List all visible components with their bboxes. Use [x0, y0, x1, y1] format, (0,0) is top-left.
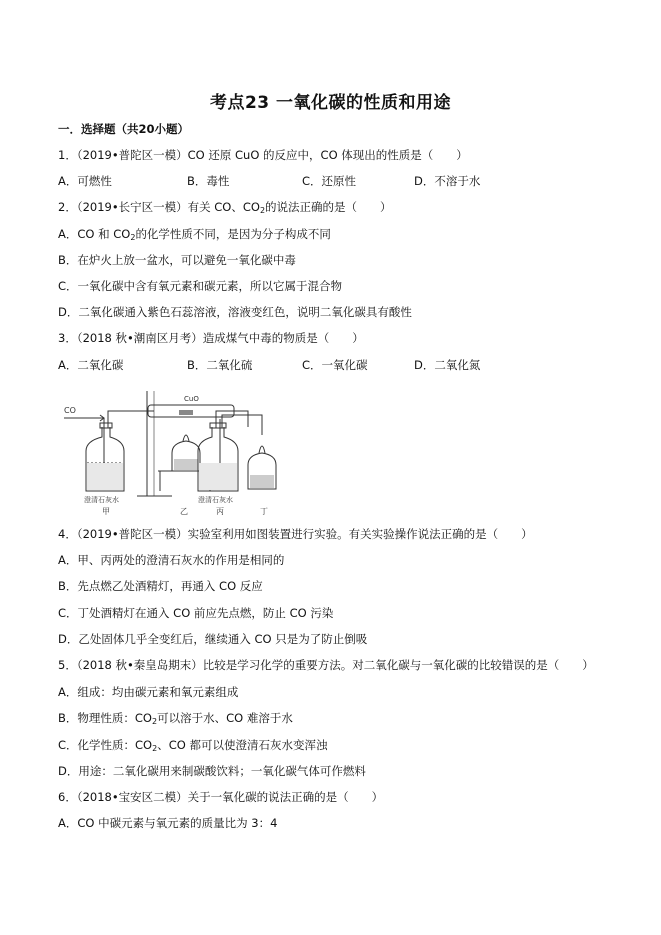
q3-stem: 3．（2018 秋•潮南区月考）造成煤气中毒的物质是（ ）: [58, 331, 364, 345]
q6-option-a: A．CO 中碳元素与氧元素的质量比为 3：4: [58, 816, 278, 830]
q4-option-a: A．甲、丙两处的澄清石灰水的作用是相同的: [58, 553, 285, 567]
cuo-label: CuO: [184, 395, 199, 403]
q4-stem: 4．（2019•普陀区一模）实验室利用如图装置进行实验。有关实验操作说法正确的是（ ）: [58, 527, 533, 541]
co-inlet-label: CO: [64, 406, 76, 415]
q6-stem: 6．（2018•宝安区二模）关于一氧化碳的说法正确的是（ ）: [58, 790, 384, 804]
lime-water-label-2: 澄清石灰水: [198, 496, 233, 504]
q2-option-d: D．二氧化碳通入紫色石蕊溶液，溶液变红色，说明二氧化碳具有酸性: [58, 305, 412, 319]
q3-option-a: A．二氧化碳: [58, 358, 124, 372]
q1-option-c: C．还原性: [302, 174, 357, 188]
q5-stem: 5．（2018 秋•秦皇岛期末）比较是学习化学的重要方法。对二氧化碳与一氧化碳的比较错误的是（ ）: [58, 658, 594, 672]
experiment-apparatus-figure: [62, 391, 298, 516]
burner-ding: [248, 446, 276, 489]
q2-option-b: B．在炉火上放一盆水，可以避免一氧化碳中毒: [58, 253, 296, 267]
label-ding: 丁: [260, 507, 268, 516]
reaction-tube-yi: [148, 395, 234, 417]
q5-option-a: A．组成：均由碳元素和氧元素组成: [58, 685, 239, 699]
q5-option-b: B．物理性质：$CO_2$可以溶于水、CO 难溶于水: [58, 711, 293, 726]
q3-option-c: C．一氧化碳: [302, 358, 368, 372]
iron-stand: [137, 391, 172, 496]
q1-stem: 1．（2019•普陀区一模）CO 还原 CuO 的反应中，CO 体现出的性质是（ ）: [58, 148, 468, 162]
q5-option-c: C．化学性质：$CO_2$、CO 都可以使澄清石灰水变浑浊: [58, 738, 328, 753]
page-title: 考点23 一氧化碳的性质和用途: [209, 93, 452, 113]
q1-option-b: B．毒性: [187, 174, 230, 188]
q3-option-b: B．二氧化硫: [187, 358, 253, 372]
q4-option-c: C．丁处酒精灯在通入 CO 前应先点燃，防止 CO 污染: [58, 606, 334, 620]
q2-option-c: C．一氧化碳中含有氧元素和碳元素，所以它属于混合物: [58, 279, 343, 293]
lime-water-label-1: 澄清石灰水: [84, 496, 119, 504]
label-jia: 甲: [102, 507, 110, 516]
q1-option-d: D．不溶于水: [414, 174, 481, 188]
q4-option-b: B．先点燃乙处酒精灯，再通入 CO 反应: [58, 579, 263, 593]
label-yi: 乙: [180, 507, 188, 516]
q1-option-a: A．可燃性: [58, 174, 112, 188]
bottle-jia: [86, 418, 124, 491]
section-heading: 一．选择题（共20小题）: [58, 122, 190, 136]
q5-option-d: D．用途：二氧化碳用来制碳酸饮料；一氧化碳气体可作燃料: [58, 764, 366, 778]
q2-option-a: A．CO 和 $CO_2$的化学性质不同，是因为分子构成不同: [58, 227, 331, 242]
q3-option-d: D．二氧化氮: [414, 358, 481, 372]
q4-option-d: D．乙处固体几乎全变红后，继续通入 CO 只是为了防止倒吸: [58, 632, 368, 646]
q2-stem: 2．（2019•长宁区一模）有关 CO、$CO_2$的说法正确的是（ ）: [58, 200, 392, 215]
label-bing: 丙: [216, 507, 224, 516]
bottle-bing: [198, 411, 248, 491]
